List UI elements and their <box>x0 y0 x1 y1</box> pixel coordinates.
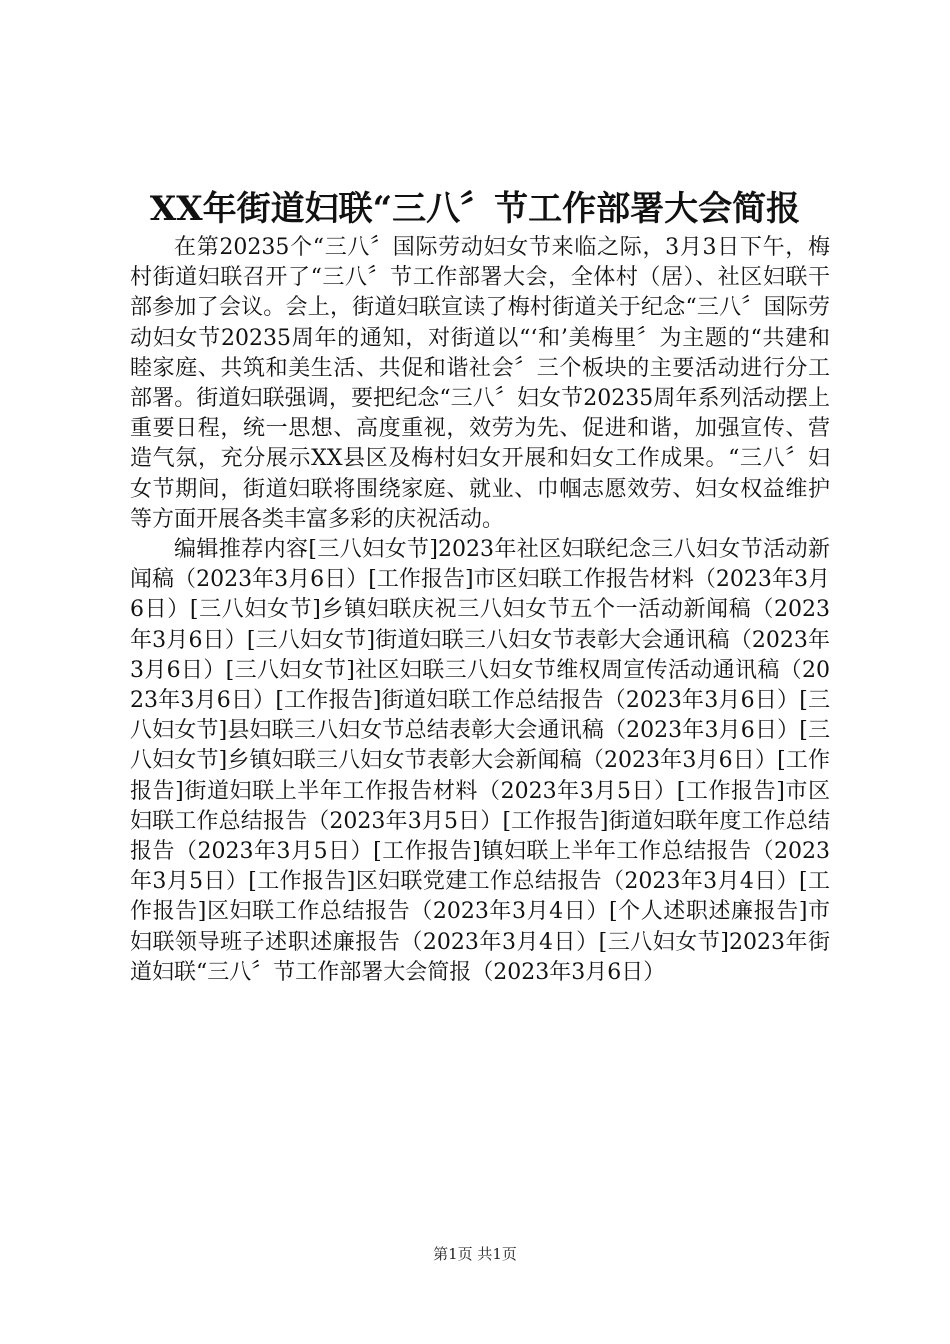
document-title: XX年街道妇联“三八〞节工作部署大会简报 <box>149 189 801 229</box>
body-paragraph-announcement: 在第20235个“三八〞国际劳动妇女节来临之际，3月3日下午，梅村街道妇联召开了“三八〞节工作部署大会，全体村（居）、社区妇联干部参加了会议。会上，街道妇联宣读了梅村街道关于纪念“三八〞国际劳动妇女节20235周年的通知，对街道以“‘和’美梅里〞为主题的“共建和睦家庭、共筑和美生活、共促和谐社会〞三个板块的主要活动进行分工部署。街道妇联强调，要把纪念“三八〞妇女节20235周年系列活动摆上重要日程，统一思想、高度重视，效劳为先、促进和谐，加强宣传、营造气氛，充分展示XX县区及梅村妇女开展和妇女工作成果。“三八〞妇女节期间，街道妇联将围绕家庭、就业、巾帼志愿效劳、妇女权益维护等方面开展各类丰富多彩的庆祝活动。 <box>130 235 830 532</box>
page-number-footer: 第1页 共1页 <box>433 1245 517 1263</box>
body-paragraph-related-content: 编辑推荐内容[三八妇女节]2023年社区妇联纪念三八妇女节活动新闻稿（2023年3月6日）[工作报告]市区妇联工作报告材料（2023年3月6日）[三八妇女节]乡镇妇联庆祝三八妇女节五个一活动新闻稿（2023年3月6日）[三八妇女节]街道妇联三八妇女节表彰大会通讯稿（2023年3月6日）[三八妇女节]社区妇联三八妇女节维权周宣传活动通讯稿（2023年3月6日）[工作报告]街道妇联工作总结报告（2023年3月6日）[三八妇女节]县妇联三八妇女节总结表彰大会通讯稿（2023年3月6日）[三八妇女节]乡镇妇联三八妇女节表彰大会新闻稿（2023年3月6日）[工作报告]街道妇联上半年工作报告材料（2023年3月5日）[工作报告]市区妇联工作总结报告（2023年3月5日）[工作报告]街道妇联年度工作总结报告（2023年3月5日）[工作报告]镇妇联上半年工作总结报告（2023年3月5日）[工作报告]区妇联党建工作总结报告（2023年3月4日）[工作报告]区妇联工作总结报告（2023年3月4日）[个人述职述廉报告]市妇联领导班子述职述廉报告（2023年3月4日）[三八妇女节]2023年街道妇联“三八〞节工作部署大会简报（2023年3月6日） <box>130 537 830 985</box>
document-body <box>130 233 830 988</box>
